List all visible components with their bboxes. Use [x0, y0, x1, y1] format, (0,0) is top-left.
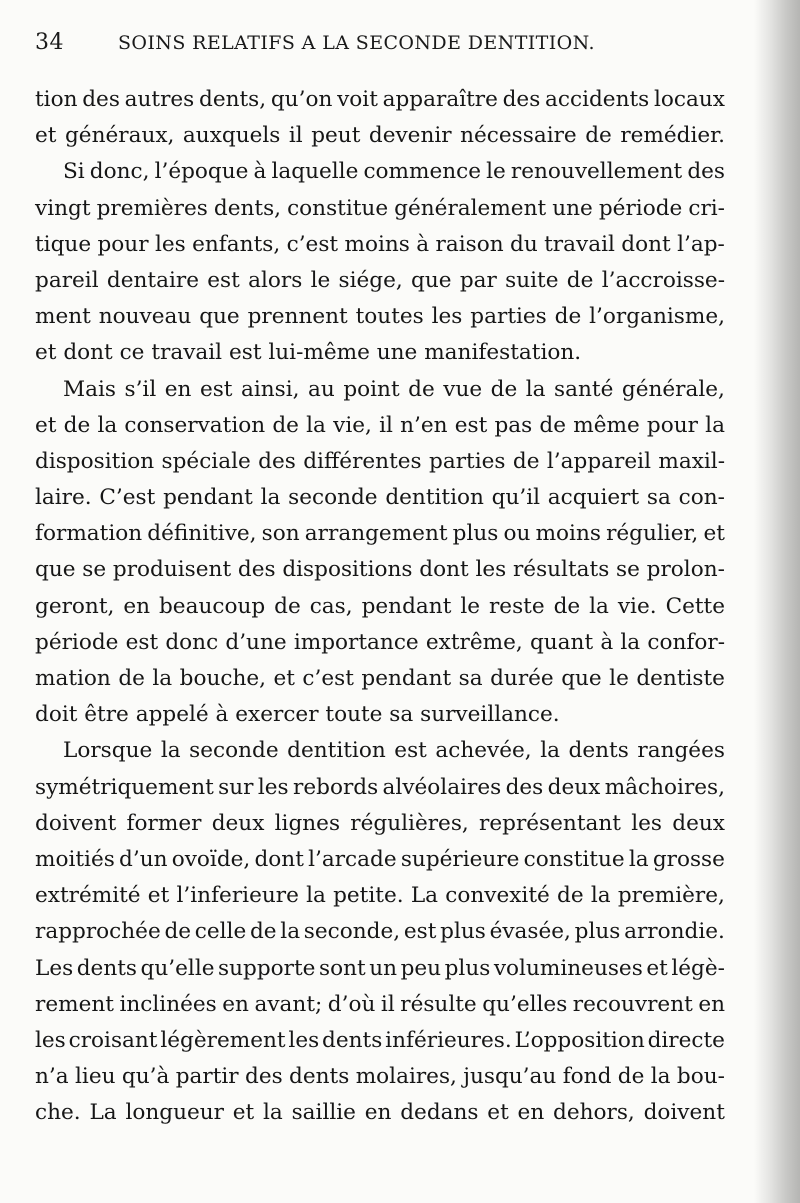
text-line: tion des autres dents, qu’on voit apparaître des accidents locaux	[35, 87, 725, 112]
text-line: rement inclinées en avant; d’où il résulte qu’elles recouvrent en	[35, 991, 725, 1017]
text-line: doivent former deux lignes régulières, représentant les deux	[35, 810, 725, 836]
text-line: disposition spéciale des différentes parties de l’appareil maxil-	[35, 448, 725, 474]
page-number: 34	[35, 30, 64, 55]
text-line: que se produisent des dispositions dont les résultats se prolon-	[35, 557, 725, 583]
text-line: extrémité et l’inferieure la petite. La convexité de la première,	[35, 883, 725, 909]
text-line: tique pour les enfants, c’est moins à raison du travail dont l’ap-	[35, 231, 725, 257]
text-line: doit être appelé à exercer toute sa surveillance.	[35, 702, 560, 728]
text-line: geront, en beaucoup de cas, pendant le reste de la vie. Cette	[35, 593, 725, 619]
text-line: période est donc d’une importance extrême, quant à la confor-	[35, 629, 725, 655]
text-line: moitiés d’un ovoïde, dont l’arcade supérieure constitue la grosse	[35, 846, 725, 872]
text-line: symétriquement sur les rebords alvéolaires des deux mâchoires,	[35, 774, 725, 800]
text-line: laire. C’est pendant la seconde dentition qu’il acquiert sa con-	[35, 485, 725, 511]
body-text	[35, 82, 725, 1131]
text-line: et généraux, auxquels il peut devenir nécessaire de remédier.	[35, 123, 725, 149]
paragraph-first-line: Mais s’il en est ainsi, au point de vue de la santé générale,	[63, 376, 725, 402]
text-line: les croisant légèrement les dents inférieures. L’opposition directe	[35, 1027, 725, 1053]
text-line: et de la conservation de la vie, il n’en est pas de même pour la	[35, 412, 725, 438]
text-line: pareil dentaire est alors le siége, que par suite de l’accroisse-	[35, 267, 725, 293]
page-edge-shadow	[754, 0, 800, 1203]
text-line: ment nouveau que prennent toutes les parties de l’organisme,	[35, 304, 725, 330]
page-header	[35, 30, 755, 64]
text-line: vingt premières dents, constitue généralement une période cri-	[35, 195, 725, 221]
text-line: Les dents qu’elle supporte sont un peu plus volumineuses et légè-	[35, 955, 725, 981]
text-line: mation de la bouche, et c’est pendant sa durée que le dentiste	[35, 666, 725, 691]
paragraph-first-line: Lorsque la seconde dentition est achevée, la dents rangées	[63, 738, 725, 764]
text-line: n’a lieu qu’à partir des dents molaires, jusqu’au fond de la bou-	[35, 1064, 725, 1090]
running-head: SOINS RELATIFS A LA SECONDE DENTITION.	[118, 32, 595, 54]
text-line: rapprochée de celle de la seconde, est plus évasée, plus arrondie.	[35, 919, 725, 945]
text-line: che. La longueur et la saillie en dedans et en dehors, doivent	[35, 1100, 725, 1126]
paragraph-first-line: Si donc, l’époque à laquelle commence le renouvellement des	[63, 159, 725, 185]
text-line: formation définitive, son arrangement plus ou moins régulier, et	[35, 521, 725, 547]
text-line: et dont ce travail est lui-même une manifestation.	[35, 340, 582, 366]
